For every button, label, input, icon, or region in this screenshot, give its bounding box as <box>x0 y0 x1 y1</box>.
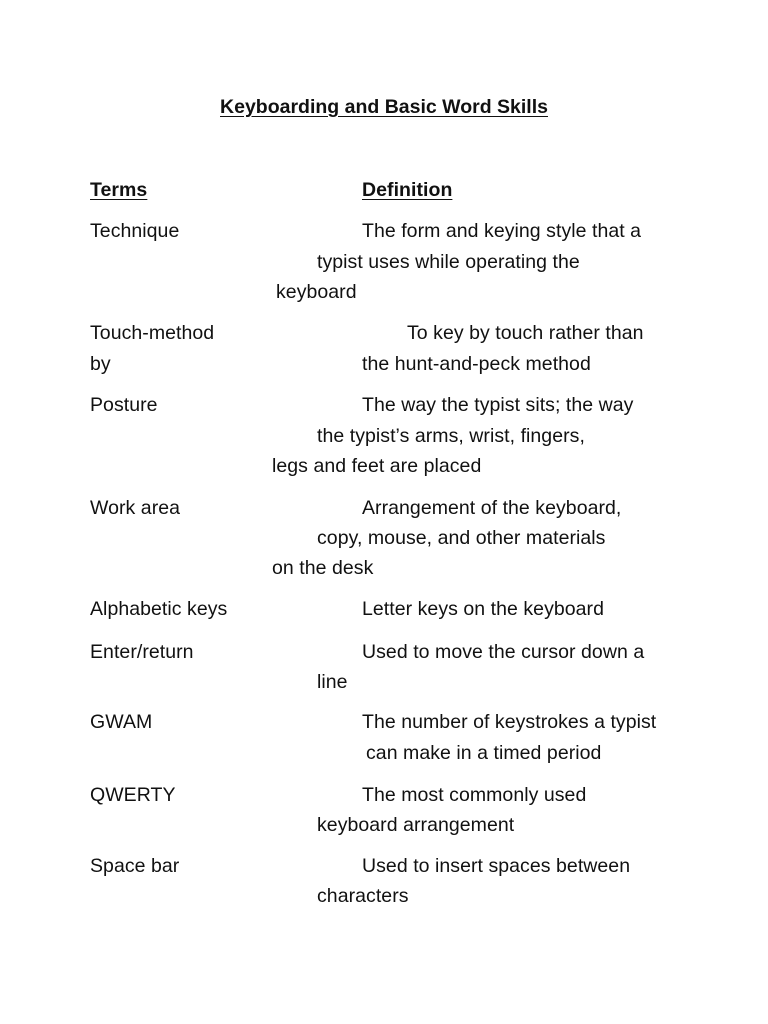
definition-line: The way the typist sits; the way <box>362 394 634 416</box>
definition-line: characters <box>317 885 409 907</box>
definition-line: The number of keystrokes a typist <box>362 711 657 733</box>
term-label: Technique <box>90 220 180 242</box>
definition-header: Definition <box>362 179 453 201</box>
terms-header: Terms <box>90 179 148 201</box>
term-label: Enter/return <box>90 641 194 663</box>
term-label: GWAM <box>90 711 153 733</box>
definition-line: line <box>317 671 348 693</box>
definition-line: the typist’s arms, wrist, fingers, <box>317 425 585 447</box>
definition-line: To key by touch rather than <box>407 322 644 344</box>
document-title: Keyboarding and Basic Word Skills <box>220 96 548 118</box>
definition-line: The form and keying style that a <box>362 220 642 242</box>
definition-line: keyboard arrangement <box>317 814 515 836</box>
definition-line: Used to insert spaces between <box>362 855 631 877</box>
definition-line: Used to move the cursor down a <box>362 641 645 663</box>
term-label: QWERTY <box>90 784 176 806</box>
definition-line: can make in a timed period <box>366 742 602 764</box>
definition-line: the hunt-and-peck method <box>362 353 591 375</box>
definition-line: typist uses while operating the <box>317 251 580 273</box>
term-label: Posture <box>90 394 158 416</box>
term-label: Alphabetic keys <box>90 598 228 620</box>
definition-line: copy, mouse, and other materials <box>317 527 606 549</box>
term-label: Touch-method <box>90 322 215 344</box>
definition-line: Arrangement of the keyboard, <box>362 497 622 519</box>
definition-line: legs and feet are placed <box>272 455 482 477</box>
definition-line: keyboard <box>276 281 357 303</box>
definition-line: The most commonly used <box>362 784 587 806</box>
term-label: Work area <box>90 497 181 519</box>
term-label: by <box>90 353 111 375</box>
term-label: Space bar <box>90 855 180 877</box>
definition-line: Letter keys on the keyboard <box>362 598 604 620</box>
definition-line: on the desk <box>272 557 374 579</box>
